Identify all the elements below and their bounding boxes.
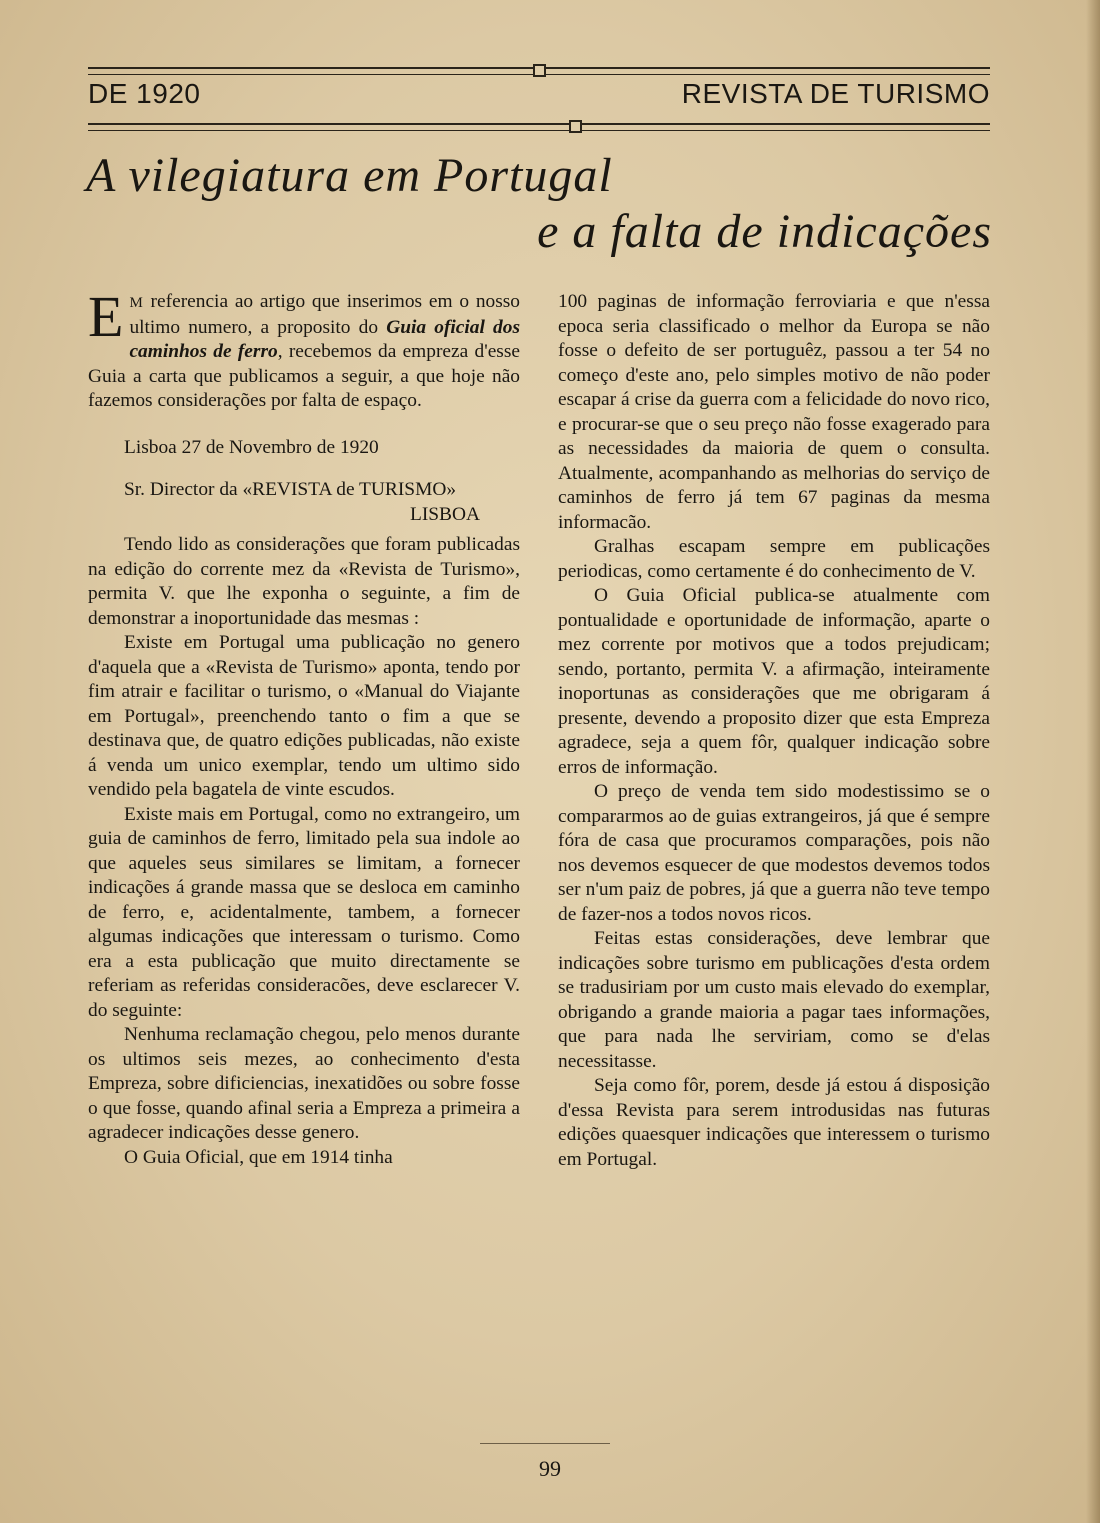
- left-column: [88, 284, 520, 1170]
- body-paragraph: Existe em Portugal uma publicação no genero d'aquela que a «Revista de Turismo» aponta, tendo por fim atrair e facilitar o turismo, o «Manual do Viajante em Portugal», preenchendo tanto o fim a que se destinava que, de quatro edições publicadas, não existe á venda um unico exemplar, tendo um ultimo sido vendido pela bagatela de vinte escudos.: [88, 632, 520, 800]
- body-paragraph: Gralhas escapam sempre em publicações periodicas, como certamente é do conhecimento de V.: [558, 536, 990, 582]
- double-rule: [88, 123, 990, 131]
- article-title-line-1: A vilegiatura em Portugal: [86, 149, 613, 202]
- header-top-rule: [88, 64, 990, 76]
- square-ornament-icon: [569, 120, 582, 133]
- body-paragraph: Nenhuma reclamação chegou, pelo menos durante os ultimos seis mezes, ao conhecimento d'esta Empreza, sobre dificiencias, inexatidões ou sobre fosse o que fosse, quando afinal seria a Empreza a primeira a agradecer indicações desse genero.: [88, 1024, 520, 1143]
- footer-rule: [480, 1443, 610, 1444]
- body-paragraph-continued: 100 paginas de informação ferroviaria e que n'essa epoca seria classificado o melhor da Europa se não fosse o defeito de ser portuguêz, passou a ter 54 no começo d'este ano, pelo simples motivo de não poder escapar á crise da guerra com a felicidade do novo rico, e procurar-se que o seu preço não fosse exagerado para as necessidades da maioria de quem o consulta. Atualmente, acompanhando as melhorias do serviço de caminhos de ferro já tem 67 paginas da mesma informacão.: [558, 291, 990, 533]
- article-title-line-2: e a falta de indicações: [537, 205, 992, 258]
- letter-city: LISBOA: [409, 503, 480, 525]
- page-number: 99: [539, 1456, 561, 1481]
- letter-date: Lisboa 27 de Novembro de 1920: [124, 436, 379, 458]
- running-header: [88, 76, 990, 116]
- right-column: [558, 290, 990, 1172]
- body-paragraph: Tendo lido as considerações que foram publicadas na edição do corrente mez da «Revista de Turismo», permita V. que lhe exponha o seguinte, a fim de demonstrar a inoportunidade das mesmas :: [88, 534, 520, 629]
- intro-smallcaps: M: [129, 295, 144, 311]
- body-paragraph: O Guia Oficial, que em 1914 tinha: [124, 1146, 393, 1168]
- guia-title: Guia oficial dos caminhos de ferro: [129, 316, 520, 362]
- intro-text: referencia ao artigo que inserimos em o nosso ultimo numero, a proposito do: [129, 291, 520, 338]
- page-edge-shadow: [1086, 0, 1100, 1523]
- intro-text-2: , recebemos da empreza d'esse Guia a carta que publicamos a seguir, a que hoje não fazemos considerações por falta de espaço.: [88, 341, 520, 411]
- body-paragraph: Seja como fôr, porem, desde já estou á disposição d'essa Revista para serem introdusidas nas futuras edições quaesquer indicações que interessem o turismo em Portugal.: [558, 1075, 990, 1170]
- header-magazine-title: REVISTA DE TURISMO: [681, 78, 990, 109]
- drop-cap: E: [88, 284, 124, 349]
- body-paragraph: Feitas estas considerações, deve lembrar que indicações sobre turismo em publicações d'esta ordem se tradusiriam por um custo mais elevado do exemplar, obrigando a grande maioria a pagar taes informações, que para nada lhe serviriam, como se d'elas necessitasse.: [558, 928, 990, 1072]
- intro-paragraph: [88, 284, 520, 414]
- body-paragraph: O Guia Oficial publica-se atualmente com pontualidade e oportunidade de informação, aparte o mez corrente por motivos que a todos prejudicam; sendo, portanto, permita V. a afirmação, inteiramente inoportunas as considerações que me obrigaram á presente, devendo a proposito dizer que esta Empreza agradece, seja a quem fôr, qualquer indicação sobre erros de informação.: [558, 585, 990, 778]
- header-year: DE 1920: [88, 78, 201, 109]
- letter-salutation: Sr. Director da «REVISTA de TURISMO»: [124, 479, 457, 500]
- body-paragraph: Existe mais em Portugal, como no extrangeiro, um guia de caminhos de ferro, limitado pela sua indole ao que aqueles seus similares se limitam, a fornecer indicações á grande massa que se desloca em caminho de ferro, e, acidentalmente, tambem, a fornecer algumas indicações que interessam o turismo. Como era a esta publicação que muito directamente se referiam as referidas consideracões, deve esclarecer V. do seguinte:: [88, 803, 520, 1021]
- header-bottom-rule: [88, 120, 990, 132]
- body-paragraph: O preço de venda tem sido modestissimo se o compararmos ao de guias extrangeiros, já que é sempre fóra de casa que procuramos comparações, pois não nos devemos esquecer de que modestos devemos todos ser n'um paiz de pobres, já que a guerra não teve tempo de fazer-nos a todos novos ricos.: [558, 781, 990, 925]
